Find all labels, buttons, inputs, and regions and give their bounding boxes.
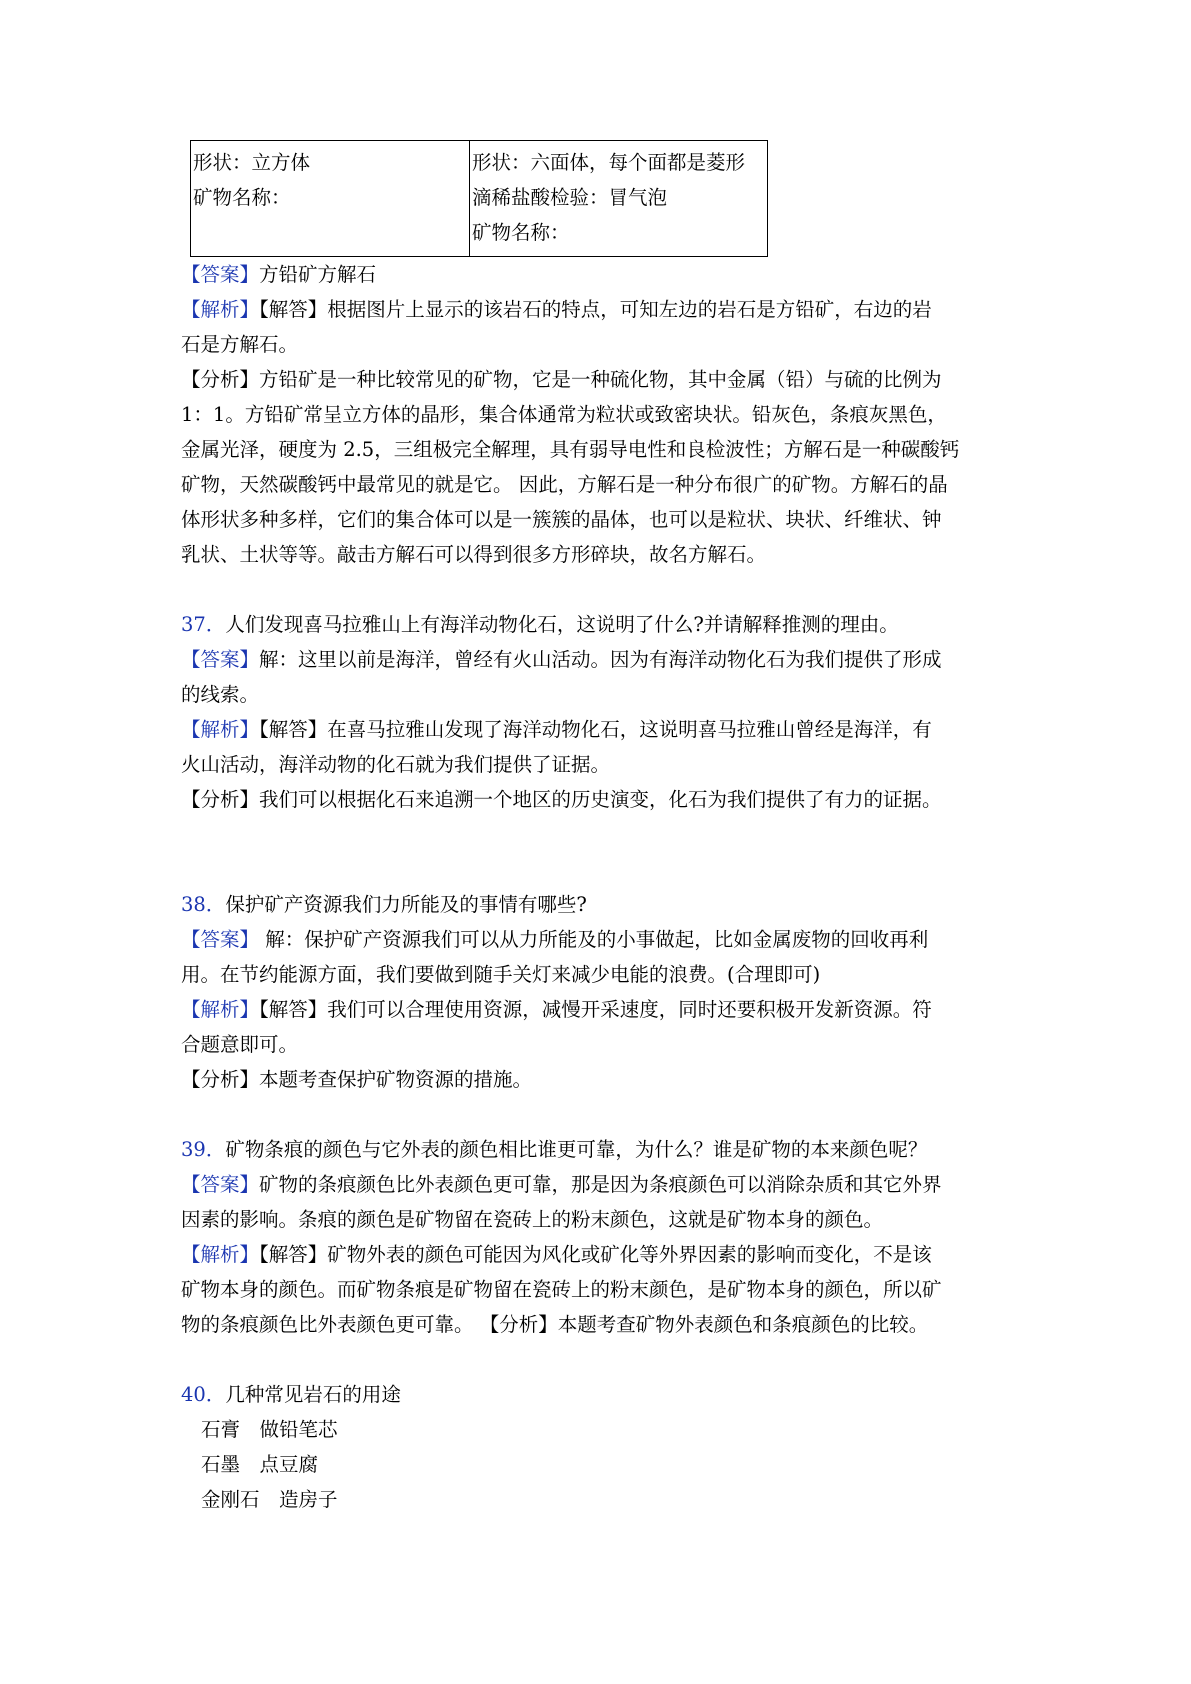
q37-answer-line: 【答案】解：这里以前是海洋，曾经有火山活动。因为有海洋动物化石为我们提供了形成: [181, 648, 942, 671]
q36-fenxi-line: 1：1。方铅矿常呈立方体的晶形，集合体通常为粒状或致密块状。铅灰色，条痕灰黑色，: [181, 403, 947, 426]
q37-analysis-line: 火山活动，海洋动物的化石就为我们提供了证据。: [181, 753, 611, 776]
mineral-table: [190, 140, 768, 257]
table-right-line: 形状：六面体，每个面都是菱形: [472, 151, 746, 174]
question-number: 39．: [181, 1138, 226, 1161]
q36-fenxi-line: 体形状多种多样，它们的集合体可以是一簇簇的晶体，也可以是粒状、块状、纤维状、钟: [181, 508, 942, 531]
table-right-line: 矿物名称：: [472, 221, 570, 244]
q37-analysis-line: 【解析】【解答】在喜马拉雅山发现了海洋动物化石，这说明喜马拉雅山曾经是海洋，有: [181, 718, 932, 741]
q39-analysis-line: 【解析】【解答】矿物外表的颜色可能因为风化或矿化等外界因素的影响而变化，不是该: [181, 1243, 932, 1266]
q37-answer-line: 的线索。: [181, 683, 260, 706]
q36-fenxi-line: 矿物，天然碳酸钙中最常见的就是它。 因此，方解石是一种分布很广的矿物。方解石的晶: [181, 473, 948, 496]
q40-item: 金刚石 造房子: [201, 1488, 338, 1511]
q36-analysis-line: 【解析】【解答】根据图片上显示的该岩石的特点，可知左边的岩石是方铅矿，右边的岩: [181, 298, 932, 321]
mineral-table-left-cell: [191, 141, 470, 257]
table-right-line: 滴稀盐酸检验：冒气泡: [472, 186, 668, 209]
q38-fenxi: 【分析】本题考查保护矿物资源的措施。: [181, 1068, 533, 1091]
answer-tag: 【答案】: [181, 1173, 260, 1196]
q39-analysis-line: 矿物本身的颜色。而矿物条痕是矿物留在瓷砖上的粉末颜色，是矿物本身的颜色，所以矿: [181, 1278, 942, 1301]
mineral-table-right-cell: [470, 141, 768, 257]
q36-fenxi-line: 乳状、土状等等。敲击方解石可以得到很多方形碎块，故名方解石。: [181, 543, 767, 566]
q38-answer-line: 用。在节约能源方面，我们要做到随手关灯来减少电能的浪费。(合理即可): [181, 963, 821, 986]
q38-answer-line: 【答案】 解：保护矿产资源我们可以从力所能及的小事做起，比如金属废物的回收再利: [181, 928, 929, 951]
analysis-tag: 【解析】: [181, 718, 260, 741]
question-number: 37．: [181, 613, 226, 636]
q39-answer-line: 因素的影响。条痕的颜色是矿物留在瓷砖上的粉末颜色，这就是矿物本身的颜色。: [181, 1208, 884, 1231]
table-left-line: 矿物名称：: [193, 186, 291, 209]
answer-tag: 【答案】: [181, 263, 260, 286]
q40-question: 40．几种常见岩石的用途: [181, 1383, 401, 1406]
q40-item: 石膏 做铅笔芯: [201, 1418, 338, 1441]
analysis-tag: 【解析】: [181, 298, 260, 321]
q36-fenxi-line: 金属光泽，硬度为 2.5，三组极完全解理，具有弱导电性和良检波性；方解石是一种碳酸钙: [181, 438, 960, 461]
q36-fenxi-line: 【分析】方铅矿是一种比较常见的矿物，它是一种硫化物，其中金属（铅）与硫的比例为: [181, 368, 942, 391]
q36-answer-text: 方铅矿方解石: [259, 263, 377, 286]
answer-tag: 【答案】: [181, 928, 260, 951]
q39-answer-line: 【答案】矿物的条痕颜色比外表颜色更可靠，那是因为条痕颜色可以消除杂质和其它外界: [181, 1173, 942, 1196]
q40-item: 石墨 点豆腐: [201, 1453, 319, 1476]
question-number: 40．: [181, 1383, 226, 1406]
q36-analysis-line: 石是方解石。: [181, 333, 299, 356]
question-number: 38．: [181, 893, 226, 916]
q38-analysis-line: 【解析】【解答】我们可以合理使用资源，减慢开采速度，同时还要积极开发新资源。符: [181, 998, 932, 1021]
table-left-line: 形状：立方体: [193, 151, 311, 174]
q36-answer: [181, 257, 1021, 292]
q38-analysis-line: 合题意即可。: [181, 1033, 299, 1056]
q38-question: 38．保护矿产资源我们力所能及的事情有哪些?: [181, 893, 587, 916]
answer-tag: 【答案】: [181, 648, 260, 671]
q37-fenxi: 【分析】我们可以根据化石来追溯一个地区的历史演变，化石为我们提供了有力的证据。: [181, 788, 942, 811]
q39-analysis-line: 物的条痕颜色比外表颜色更可靠。 【分析】本题考查矿物外表颜色和条痕颜色的比较。: [181, 1313, 929, 1336]
document-page: [181, 140, 1021, 1517]
q39-question: 39．矿物条痕的颜色与它外表的颜色相比谁更可靠，为什么？谁是矿物的本来颜色呢？: [181, 1138, 928, 1161]
analysis-tag: 【解析】: [181, 998, 260, 1021]
q37-question: 37．人们发现喜马拉雅山上有海洋动物化石，这说明了什么?并请解释推测的理由。: [181, 613, 899, 636]
analysis-tag: 【解析】: [181, 1243, 260, 1266]
